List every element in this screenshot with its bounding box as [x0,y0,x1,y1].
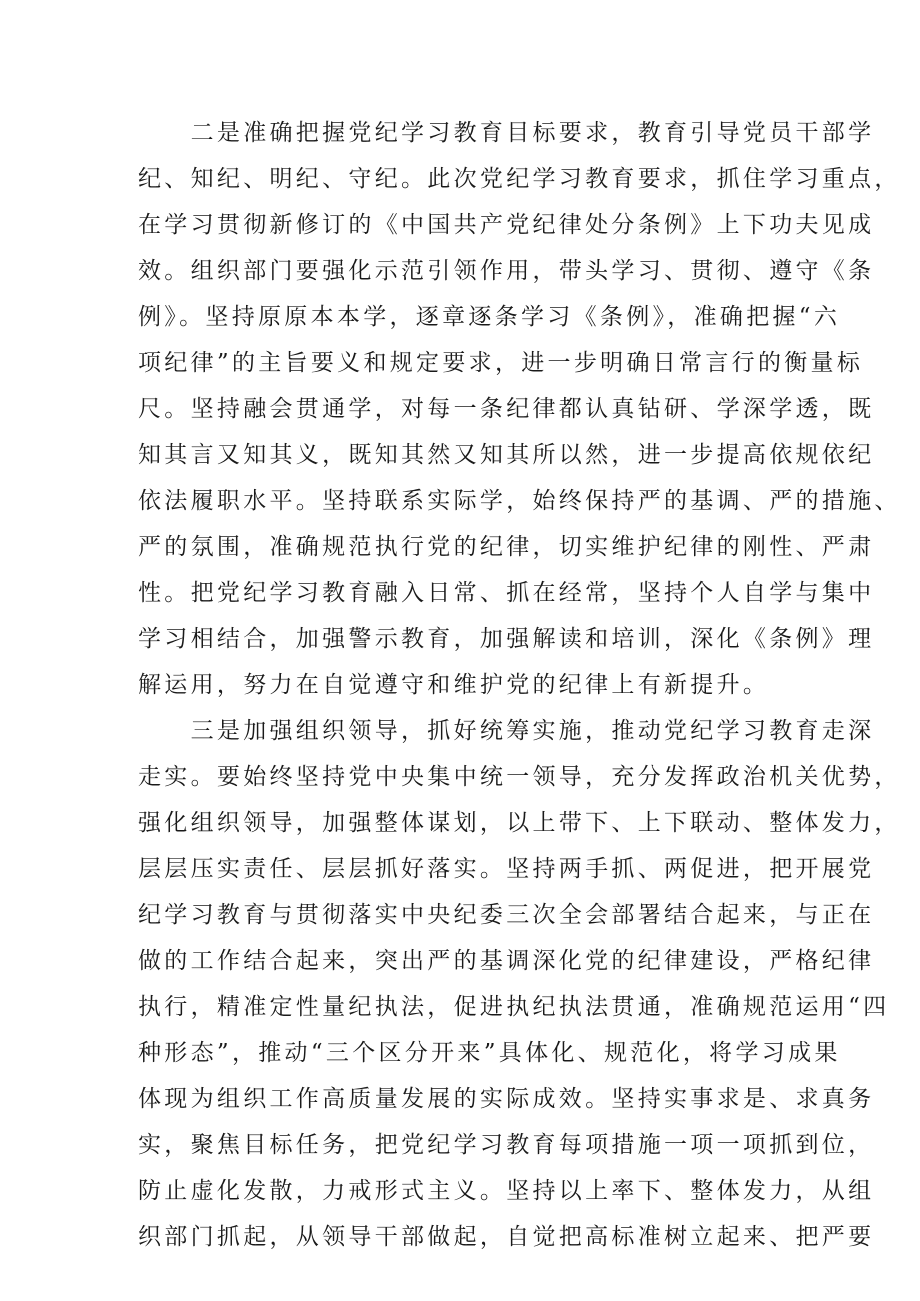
document-body [138,110,901,1260]
text-line: 尺。坚持融会贯通学，对每一条纪律都认真钻研、学深学透，既 [138,396,875,422]
text-line: 学习相结合，加强警示教育，加强解读和培训，深化《条例》理 [138,626,875,652]
text-line: 依法履职水平。坚持联系实际学，始终保持严的基调、严的措施、 [138,488,901,514]
text-line: 强化组织领导，加强整体谋划，以上带下、上下联动、整体发力， [138,810,901,836]
text-line: 二是准确把握党纪学习教育目标要求，教育引导党员干部学 [138,120,875,146]
text-line: 解运用，努力在自觉遵守和维护党的纪律上有新提升。 [138,672,770,698]
text-line: 在学习贯彻新修订的《中国共产党纪律处分条例》上下功夫见成 [138,212,875,238]
text-line: 体现为组织工作高质量发展的实际成效。坚持实事求是、求真务 [138,1086,875,1112]
text-line: 纪、知纪、明纪、守纪。此次党纪学习教育要求，抓住学习重点， [138,166,901,192]
text-line: 严的氛围，准确规范执行党的纪律，切实维护纪律的刚性、严肃 [138,534,875,560]
paragraph-discipline-goals [138,110,901,708]
text-line: 做的工作结合起来，突出严的基调深化党的纪律建设，严格纪律 [138,948,875,974]
text-line: 三是加强组织领导，抓好统筹实施，推动党纪学习教育走深 [138,718,875,744]
text-line: 层层压实责任、层层抓好落实。坚持两手抓、两促进，把开展党 [138,856,875,882]
text-line: 纪学习教育与贯彻落实中央纪委三次全会部署结合起来，与正在 [138,902,875,928]
text-line: 效。组织部门要强化示范引领作用，带头学习、贯彻、遵守《条 [138,258,875,284]
text-line: 性。把党纪学习教育融入日常、抓在经常，坚持个人自学与集中 [138,580,875,606]
text-line: 防止虚化发散，力戒形式主义。坚持以上率下、整体发力，从组 [138,1178,875,1204]
text-line: 织部门抓起，从领导干部做起，自觉把高标准树立起来、把严要 [138,1224,875,1250]
paragraph-organization-leadership [138,708,901,1260]
text-line: 实，聚焦目标任务，把党纪学习教育每项措施一项一项抓到位， [138,1132,875,1158]
text-line: 执行，精准定性量纪执法，促进执纪执法贯通，准确规范运用“四 [138,994,890,1020]
text-line: 走实。要始终坚持党中央集中统一领导，充分发挥政治机关优势， [138,764,901,790]
text-line: 知其言又知其义，既知其然又知其所以然，进一步提高依规依纪 [138,442,875,468]
text-line: 项纪律”的主旨要义和规定要求，进一步明确日常言行的衡量标 [138,350,864,376]
text-line: 例》。坚持原原本本学，逐章逐条学习《条例》，准确把握“六 [138,304,841,330]
text-line: 种形态”，推动“三个区分开来”具体化、规范化，将学习成果 [138,1040,841,1066]
